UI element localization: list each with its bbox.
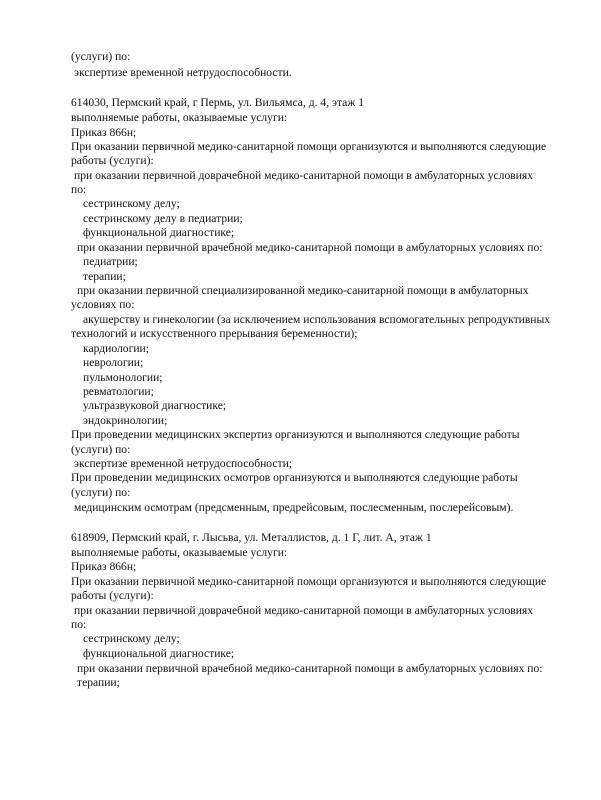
text-line: При проведении медицинских экспертиз организуются и выполняются следующие работы <box>71 428 520 441</box>
text-line: неврологии; <box>83 356 144 369</box>
text-line: сестринскому делу; <box>83 197 180 210</box>
text-line: сестринскому делу; <box>83 632 180 645</box>
text-line: по: <box>71 618 87 631</box>
text-line: эндокринологии; <box>83 414 168 427</box>
text-line: выполняемые работы, оказываемые услуги: <box>71 546 288 559</box>
text-line: ревматологии; <box>83 385 154 398</box>
text-line: работы (услуги): <box>71 589 154 602</box>
text-line: (услуги) по: <box>71 443 131 456</box>
text-line: выполняемые работы, оказываемые услуги: <box>71 111 288 124</box>
text-line: пульмонологии; <box>83 371 163 384</box>
text-line: условиях по: <box>71 298 135 311</box>
text-line: при оказании первичной доврачебной медико-санитарной помощи в амбулаторных условиях <box>74 169 534 182</box>
text-line: При оказании первичной медико-санитарной помощи организуются и выполняются следующие <box>71 575 547 588</box>
text-line: (услуги) по: <box>71 486 131 499</box>
text-line: кардиологии; <box>83 342 149 355</box>
text-line: функциональной диагностике; <box>83 647 235 660</box>
text-line: при оказании первичной доврачебной медико-санитарной помощи в амбулаторных условиях <box>74 604 534 617</box>
text-line: Приказ 866н; <box>71 126 137 139</box>
text-line: Приказ 866н; <box>71 560 137 573</box>
text-line: экспертизе временной нетрудоспособности; <box>74 457 293 470</box>
text-line: (услуги) по: <box>71 50 131 63</box>
text-line: работы (услуги): <box>71 154 154 167</box>
text-line: при оказании первичной специализированной медико-санитарной помощи в амбулаторных <box>77 284 529 297</box>
address-heading: 618909, Пермский край, г. Лысьва, ул. Металлистов, д. 1 Г, лит. А, этаж 1 <box>71 531 432 544</box>
text-line: при оказании первичной врачебной медико-санитарной помощи в амбулаторных условиях по: <box>77 662 543 675</box>
text-line: технологий и искусственного прерывания беременности); <box>71 327 358 340</box>
text-line: терапии; <box>83 270 126 283</box>
text-line: по: <box>71 183 87 196</box>
text-line: при оказании первичной врачебной медико-санитарной помощи в амбулаторных условиях по: <box>77 241 543 254</box>
text-line: медицинским осмотрам (предсменным, предрейсовым, послесменным, послерейсовым). <box>74 501 514 514</box>
text-line: акушерству и гинекологии (за исключением использования вспомогательных репродуктивных <box>83 313 551 326</box>
text-line: экспертизе временной нетрудоспособности. <box>74 66 292 79</box>
text-line: педиатрии; <box>83 255 138 268</box>
text-line: сестринскому делу в педиатрии; <box>83 212 243 225</box>
text-line: При оказании первичной медико-санитарной помощи организуются и выполняются следующие <box>71 140 547 153</box>
text-line: функциональной диагностике; <box>83 226 235 239</box>
text-line: ультразвуковой диагностике; <box>83 399 227 412</box>
address-heading: 614030, Пермский край, г Пермь, ул. Вильямса, д. 4, этаж 1 <box>71 96 365 109</box>
text-line: При проведении медицинских осмотров организуются и выполняются следующие работы <box>71 471 518 484</box>
text-line: терапии; <box>77 676 120 689</box>
